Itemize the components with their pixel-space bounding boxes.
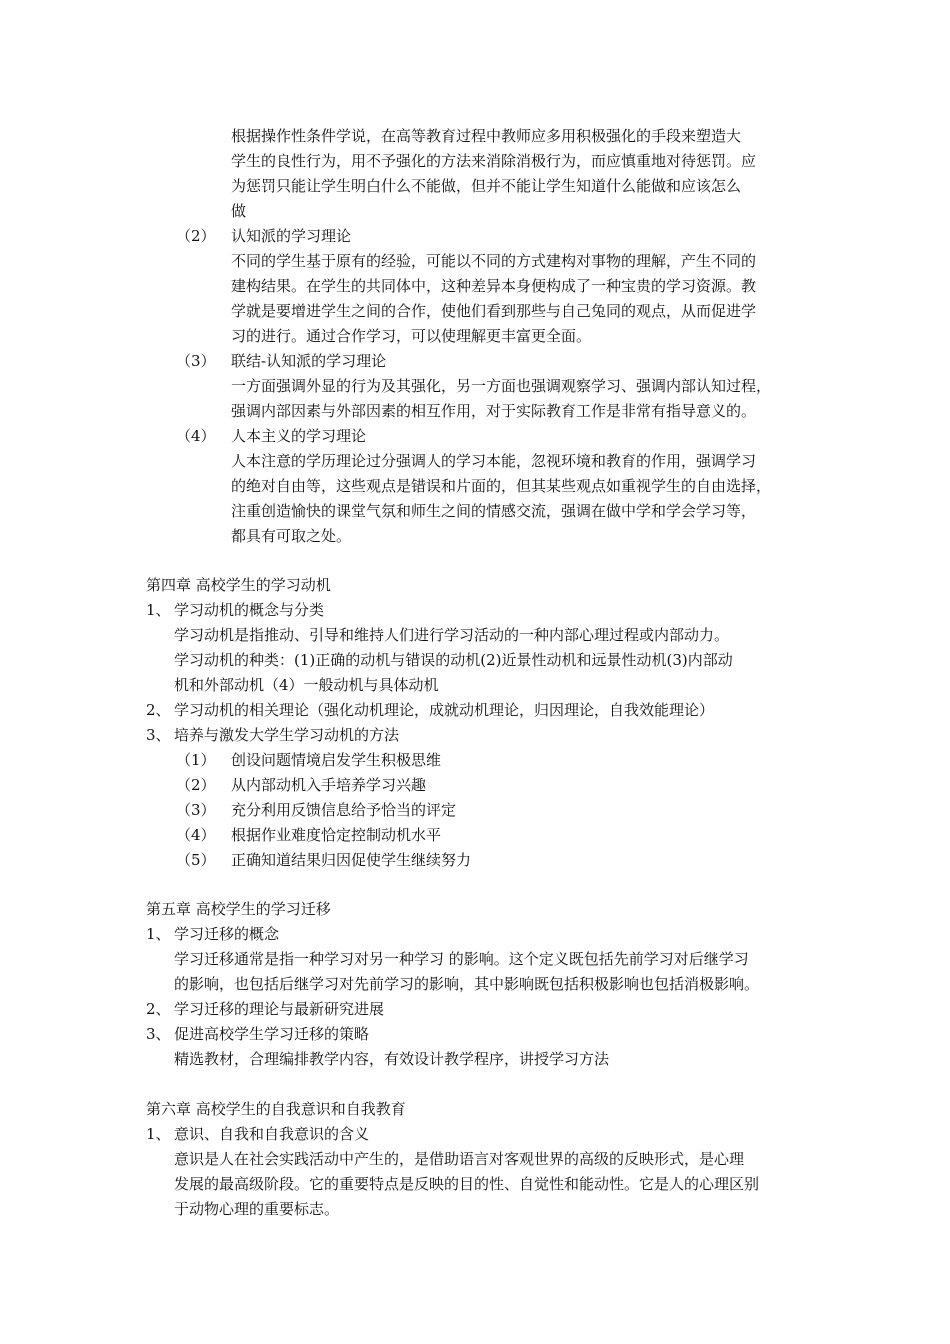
item-number: 1、 bbox=[146, 601, 171, 619]
text-line: 做 bbox=[231, 202, 247, 220]
text-line: 学生的良性行为，用不予强化的方法来消除消极行为，而应慎重地对待惩罚。应 bbox=[231, 152, 757, 170]
item-number: （1） bbox=[176, 751, 216, 769]
item-number: （2） bbox=[176, 227, 216, 245]
item-number: （5） bbox=[176, 851, 216, 869]
text-line: 一方面强调外显的行为及其强化，另一方面也强调观察学习、强调内部认知过程， bbox=[231, 377, 772, 395]
text-line: 意识是人在社会实践活动中产生的，是借助语言对客观世界的高级的反映形式，是心理 bbox=[174, 1150, 745, 1168]
item-number: （3） bbox=[176, 352, 216, 370]
text-line: 学就是要增进学生之间的合作，使他们看到那些与自己兔同的观点，从而促进学 bbox=[231, 302, 757, 320]
item-title: 学习迁移的概念 bbox=[174, 925, 280, 943]
chapter-title: 第六章 高校学生的自我意识和自我教育 bbox=[146, 1100, 406, 1118]
list-item: 从内部动机入手培养学习兴趣 bbox=[231, 776, 427, 794]
text-line: 学习迁移通常是指一种学习对另一种学习 的影响。这个定义既包括先前学习对后继学习 bbox=[174, 950, 749, 968]
text-line: 注重创造愉快的课堂气氛和师生之间的情感交流，强调在做中学和学会学习等， bbox=[231, 502, 757, 520]
list-item: 创设问题情境启发学生积极思维 bbox=[231, 751, 442, 769]
list-item: 根据作业难度恰定控制动机水平 bbox=[231, 826, 442, 844]
text-line: 发展的最高级阶段。它的重要特点是反映的目的性、自觉性和能动性。它是人的心理区别 bbox=[174, 1175, 760, 1193]
text-line: 不同的学生基于原有的经验，可能以不同的方式建构对事物的理解，产生不同的 bbox=[231, 252, 757, 270]
text-line: 为惩罚只能让学生明白什么不能做，但并不能让学生知道什么能做和应该怎么 bbox=[231, 177, 742, 195]
text-line: 的影响，也包括后继学习对先前学习的影响，其中影响既包括积极影响也包括消极影响。 bbox=[174, 975, 760, 993]
item-title: 认知派的学习理论 bbox=[231, 227, 352, 245]
text-line: 于动物心理的重要标志。 bbox=[174, 1200, 340, 1218]
item-number: 2、 bbox=[146, 1000, 171, 1018]
item-number: 3、 bbox=[146, 726, 171, 744]
text-line: 的绝对自由等，这些观点是错误和片面的，但其某些观点如重视学生的自由选择， bbox=[231, 477, 772, 495]
item-title: 促进高校学生学习迁移的策略 bbox=[174, 1025, 370, 1043]
item-number: （3） bbox=[176, 801, 216, 819]
item-number: （2） bbox=[176, 776, 216, 794]
text-line: 根据操作性条件学说，在高等教育过程中教师应多用积极强化的手段来塑造大 bbox=[231, 127, 742, 145]
item-title: 培养与激发大学生学习动机的方法 bbox=[174, 726, 400, 744]
item-title: 学习动机的相关理论（强化动机理论，成就动机理论，归因理论，自我效能理论） bbox=[174, 701, 715, 719]
item-number: 1、 bbox=[146, 925, 171, 943]
item-number: 3、 bbox=[146, 1025, 171, 1043]
text-line: 都具有可取之处。 bbox=[231, 527, 352, 545]
item-title: 人本主义的学习理论 bbox=[231, 427, 367, 445]
text-line: 学习动机是指推动、引导和维持人们进行学习活动的一种内部心理过程或内部动力。 bbox=[174, 626, 730, 644]
item-title: 意识、自我和自我意识的含义 bbox=[174, 1125, 370, 1143]
text-line: 建构结果。在学生的共同体中，这种差异本身便构成了一种宝贵的学习资源。教 bbox=[231, 277, 757, 295]
text-line: 机和外部动机（4）一般动机与具体动机 bbox=[174, 676, 439, 694]
text-line: 习的进行。通过合作学习，可以使理解更丰富更全面。 bbox=[231, 327, 592, 345]
text-line: 人本注意的学历理论过分强调人的学习本能，忽视环境和教育的作用，强调学习 bbox=[231, 452, 757, 470]
item-number: 1、 bbox=[146, 1125, 171, 1143]
chapter-title: 第五章 高校学生的学习迁移 bbox=[146, 900, 331, 918]
item-number: （4） bbox=[176, 826, 216, 844]
item-number: （4） bbox=[176, 427, 216, 445]
text-line: 精选教材，合理编排教学内容，有效设计教学程序，讲授学习方法 bbox=[174, 1050, 610, 1068]
item-title: 学习迁移的理论与最新研究进展 bbox=[174, 1000, 385, 1018]
item-title: 联结-认知派的学习理论 bbox=[231, 352, 387, 370]
text-line: 学习动机的种类：(1)正确的动机与错误的动机(2)近景性动机和远景性动机(3)内部动 bbox=[174, 651, 733, 669]
list-item: 正确知道结果归因促使学生继续努力 bbox=[231, 851, 472, 869]
text-line: 强调内部因素与外部因素的相互作用，对于实际教育工作是非常有指导意义的。 bbox=[231, 402, 757, 420]
chapter-title: 第四章 高校学生的学习动机 bbox=[146, 576, 331, 594]
list-item: 充分利用反馈信息给予恰当的评定 bbox=[231, 801, 457, 819]
item-number: 2、 bbox=[146, 701, 171, 719]
item-title: 学习动机的概念与分类 bbox=[174, 601, 325, 619]
